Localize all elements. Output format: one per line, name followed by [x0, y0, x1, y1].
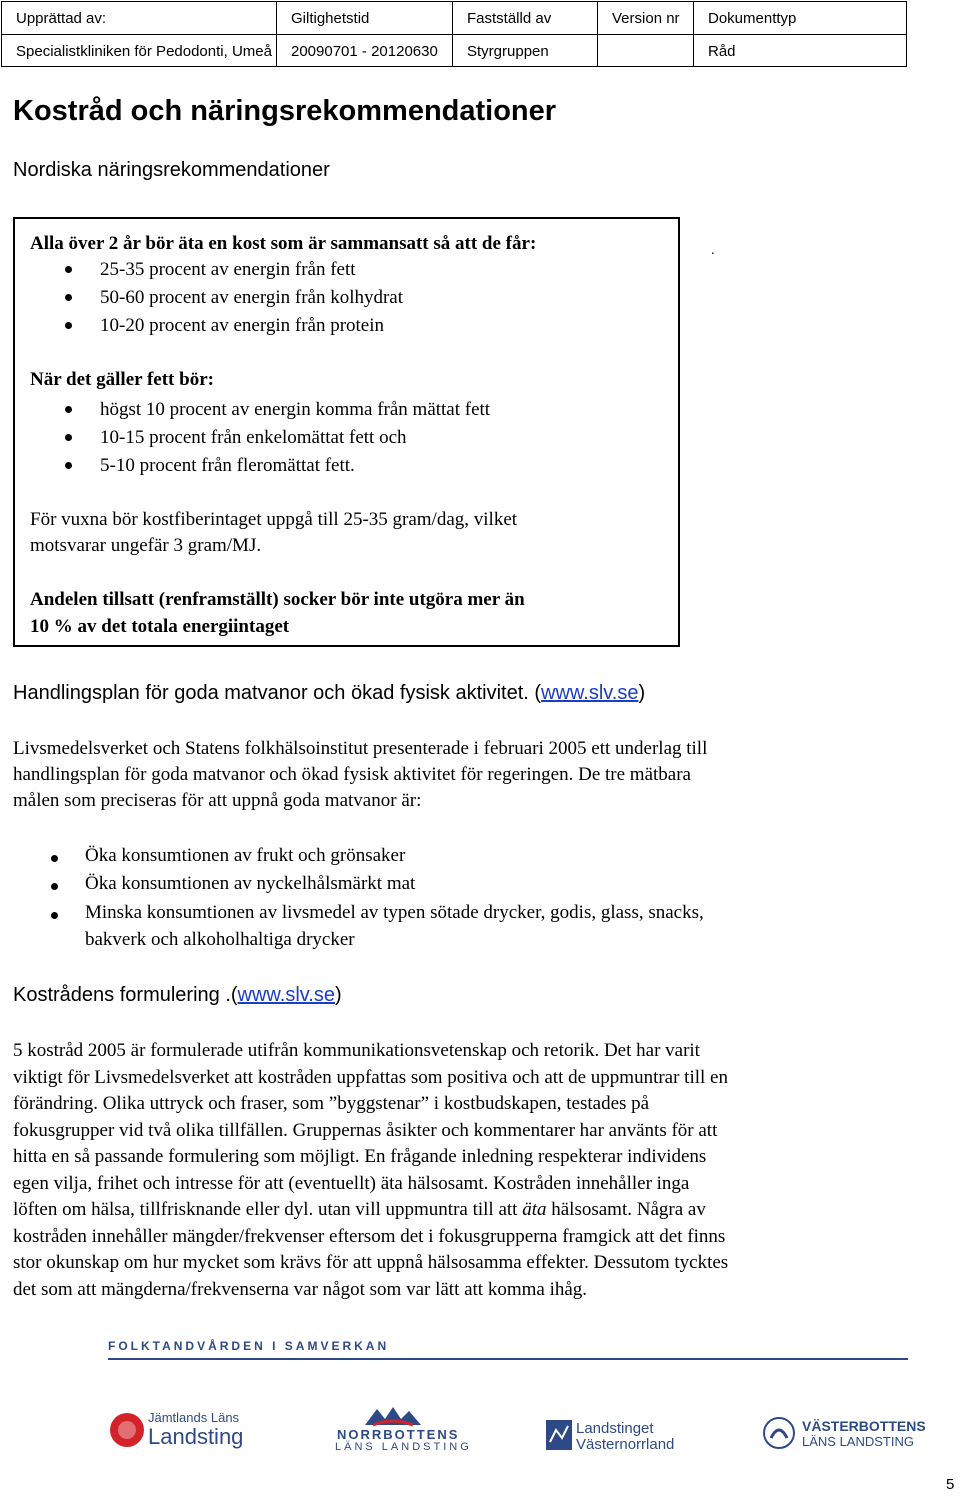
goal-item: Minska konsumtionen av livsmedel av typen sötade drycker, godis, glass, snacks, — [85, 902, 704, 923]
bullet-icon — [65, 406, 72, 413]
para-line: Livsmedelsverket och Statens folkhälsoinstitut presenterade i februari 2005 ett underlag till — [13, 738, 708, 759]
para-line: det som att mängderna/frekvenserna var något som var lätt att komma ihåg. — [13, 1279, 588, 1300]
vasterbotten-name2: LÄNS LANDSTING — [802, 1434, 914, 1449]
slv-link[interactable]: www.slv.se — [237, 984, 335, 1006]
norrbotten-name: NORRBOTTENS — [337, 1427, 460, 1442]
document-header-table — [1, 1, 907, 67]
heading-end: ) — [334, 984, 342, 1006]
heading-text: Handlingsplan för goda matvanor och ökad fysisk aktivitet. ( — [13, 682, 542, 704]
header-label-validity: Giltighetstid — [277, 2, 453, 34]
bullet-icon — [51, 883, 58, 890]
vasternorrland-emblem-icon — [546, 1420, 572, 1450]
para-line: målen som preciseras för att uppnå goda matvanor är: — [13, 790, 422, 811]
para-line: förändring. Olika uttryck och fraser, som ”byggstenar” i kostbudskapen, testades på — [13, 1093, 650, 1114]
jamtland-name: Jämtlands Läns — [148, 1410, 240, 1425]
footer-band-text: FOLKTANDVÅRDEN I SAMVERKAN — [108, 1339, 390, 1353]
para-line: 5 kostråd 2005 är formulerade utifrån kommunikationsvetenskap och retorik. Det har varit — [13, 1040, 700, 1061]
bullet-icon — [65, 266, 72, 273]
header-label-author: Upprättad av: — [2, 2, 277, 34]
goal-item: Öka konsumtionen av frukt och grönsaker — [85, 845, 406, 866]
header-value-approved: Styrgruppen — [453, 35, 598, 67]
header-value-doctype: Råd — [708, 43, 736, 60]
bullet-icon — [65, 434, 72, 441]
header-label-approved: Fastställd av — [453, 2, 598, 34]
bullet-icon — [51, 855, 58, 862]
para-italic: äta — [522, 1199, 547, 1220]
fat-item: 5-10 procent från fleromättat fett. — [100, 455, 355, 476]
heading-text: Kostrådens formulering .( — [13, 984, 238, 1006]
bullet-icon — [65, 462, 72, 469]
para-line: handlingsplan för goda matvanor och ökad fysisk aktivitet för regeringen. De tre mätbara — [13, 764, 691, 785]
header-value-author: Specialistkliniken för Pedodonti, Umeå — [2, 35, 277, 67]
page-title: Kostråd och näringsrekommendationer — [13, 95, 557, 127]
page-subtitle: Nordiska näringsrekommendationer — [13, 159, 330, 181]
fat-item: 10-15 procent från enkelomättat fett och — [100, 427, 407, 448]
fiber-line: motsvarar ungefär 3 gram/MJ. — [30, 535, 262, 556]
energy-item: 25-35 procent av energin från fett — [100, 259, 356, 280]
stray-dot: . — [711, 243, 715, 258]
vasternorrland-name: Landstinget — [576, 1420, 654, 1437]
header-row-labels — [2, 2, 906, 35]
fiber-line: För vuxna bör kostfiberintaget uppgå till 25-35 gram/dag, vilket — [30, 509, 518, 530]
header-value-version — [598, 35, 694, 67]
para-line: viktigt för Livsmedelsverket att kostråden uppfattas som positiva och att de uppmuntrar till en — [13, 1067, 728, 1088]
recommendation-box — [13, 217, 680, 647]
para-line — [13, 1197, 706, 1223]
vasterbotten-name: VÄSTERBOTTENS — [802, 1418, 926, 1434]
bullet-icon — [65, 322, 72, 329]
energy-item: 10-20 procent av energin från protein — [100, 315, 385, 336]
bullet-icon — [65, 294, 72, 301]
goal-item: Öka konsumtionen av nyckelhålsmärkt mat — [85, 873, 416, 894]
heading-end: ) — [638, 682, 646, 704]
fat-item: högst 10 procent av energin komma från mättat fett — [100, 399, 491, 420]
para-line: kostråden innehåller mängder/frekvenser eftersom det i fokusgrupperna framgick att det finns — [13, 1226, 726, 1247]
para-segment: hälsosamt. Några av — [546, 1199, 706, 1220]
bullet-icon — [51, 912, 58, 919]
para-line: fokusgrupper vid två olika tillfällen. Gruppernas åsikter och kommentarer har använts för att — [13, 1120, 718, 1141]
header-value-validity: 20090701 - 20120630 — [277, 35, 453, 67]
jamtland-emblem-icon — [108, 1410, 146, 1450]
fat-heading: När det gäller fett bör: — [30, 369, 214, 390]
section-heading-action-plan — [13, 682, 645, 705]
norrbotten-name2: LÄNS LANDSTING — [335, 1441, 472, 1453]
slv-link[interactable]: www.slv.se — [541, 682, 639, 704]
vasterbotten-emblem-icon — [762, 1416, 796, 1450]
footer-rule — [108, 1358, 908, 1360]
vasternorrland-name2: Västernorrland — [576, 1436, 675, 1453]
header-label-doctype: Dokumenttyp — [708, 10, 797, 27]
sugar-line: 10 % av det totala energiintaget — [30, 616, 290, 637]
norrbotten-emblem-icon — [363, 1405, 423, 1427]
para-line: egen vilja, frihet och intresse för att (eventuellt) äta hälsosamt. Kostråden innehåller inga — [13, 1173, 690, 1194]
box-intro: Alla över 2 år bör äta en kost som är sammansatt så att de får: — [30, 233, 537, 254]
header-label-version: Version nr — [598, 2, 694, 34]
jamtland-name2: Landsting — [148, 1424, 244, 1449]
energy-item: 50-60 procent av energin från kolhydrat — [100, 287, 404, 308]
para-line: hitta en så passande formulering som möjligt. En frågande inledning respekterar individens — [13, 1146, 707, 1167]
para-segment: löften om hälsa, tillfrisknande eller dyl. utan vill uppmuntra till att — [13, 1199, 523, 1220]
sugar-line: Andelen tillsatt (renframställt) socker bör inte utgöra mer än — [30, 589, 525, 610]
goal-item-cont: bakverk och alkoholhaltiga drycker — [85, 929, 355, 950]
page-number: 5 — [946, 1476, 955, 1493]
section-heading-formulation — [13, 984, 342, 1007]
header-row-values — [2, 35, 906, 67]
para-line: stor okunskap om hur mycket som krävs för att uppnå hälsosamma effekter. Dessutom tycktes — [13, 1252, 729, 1273]
